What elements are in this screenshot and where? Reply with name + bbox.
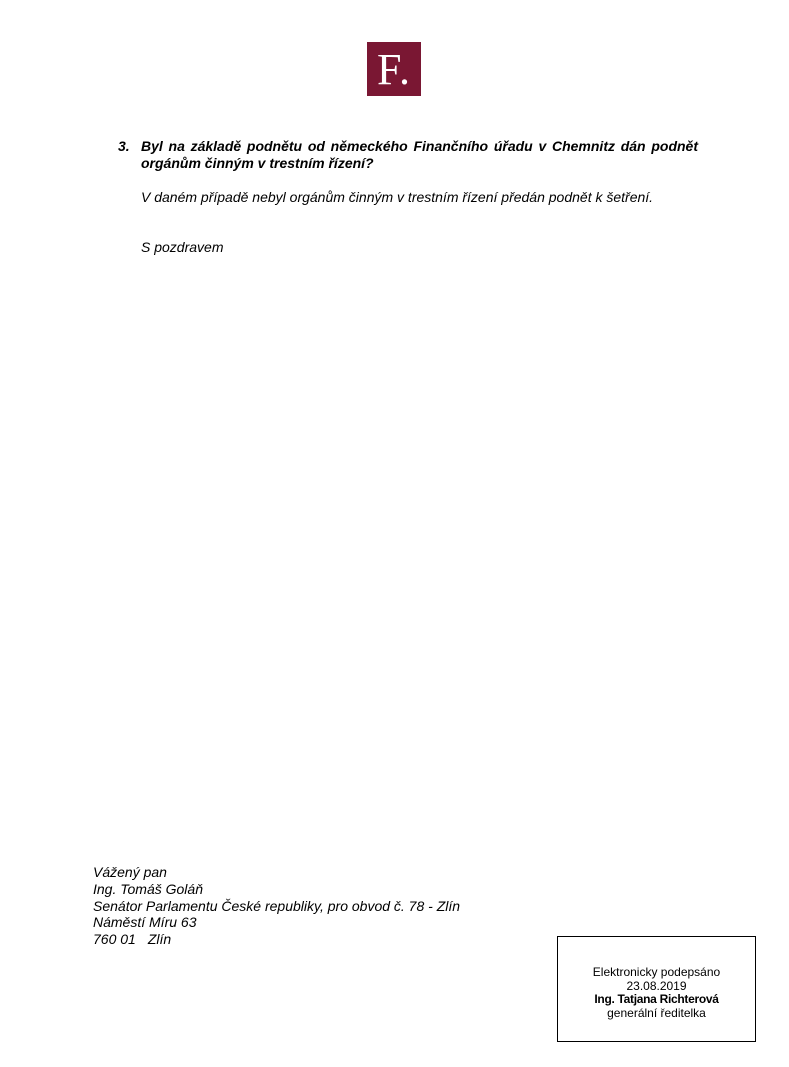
recipient-postal-line <box>93 931 460 948</box>
recipient-position: Senátor Parlamentu České republiky, pro obvod č. 78 - Zlín <box>93 897 461 914</box>
recipient-postal-code: 760 01 <box>93 931 136 948</box>
signature-role: generální ředitelka <box>607 1005 706 1020</box>
recipient-address <box>93 864 460 948</box>
recipient-city: Zlín <box>147 931 172 948</box>
signature-box <box>557 936 756 1042</box>
signature-name: Ing. Tatjana Richterová <box>594 992 719 1006</box>
recipient-street: Náměstí Míru 63 <box>93 914 197 931</box>
closing-greeting: S pozdravem <box>141 239 224 255</box>
recipient-salutation: Vážený pan <box>93 864 167 880</box>
signature-label: Elektronicky podepsáno <box>592 965 721 979</box>
logo-text: F. <box>377 45 411 94</box>
question-block <box>118 138 698 172</box>
recipient-name: Ing. Tomáš Goláň <box>93 880 203 897</box>
answer-text: V daném případě nebyl orgánům činným v trestním řízení předán podnět k šetření. <box>141 189 654 205</box>
signature-content <box>558 966 755 1020</box>
question-text: Byl na základě podnětu od německého Finančního úřadu v Chemnitz dán podnět orgánům činným v trestním řízení? <box>141 138 698 171</box>
signature-date: 23.08.2019 <box>626 978 687 993</box>
logo <box>367 42 421 96</box>
question-number: 3. <box>118 138 130 154</box>
